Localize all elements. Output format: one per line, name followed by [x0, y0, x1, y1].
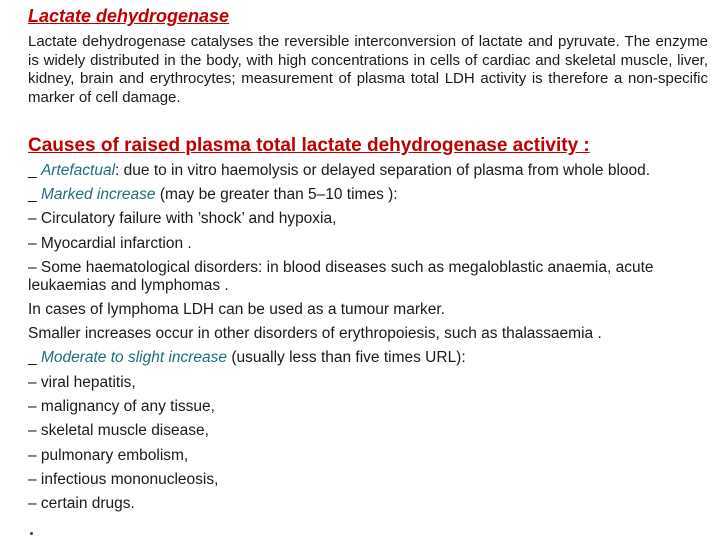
artefactual-label: Artefactual	[40, 162, 116, 179]
marked-increase-item	[28, 186, 708, 210]
list-item: – malignancy of any tissue,	[28, 398, 215, 416]
marked-text: (may be greater than 5–10 times ):	[155, 186, 398, 203]
intro-paragraph: Lactate dehydrogenase catalyses the reversible interconversion of lactate and pyruvate. The enzyme is widely distributed in the body, with high concentrations in cells of cardiac and skeletal muscle, liver, kidney, brain and erythrocytes; measurement of plasma total LDH activity is therefore a non-specific marker of cell damage.	[28, 33, 708, 106]
artefactual-prefix: _	[28, 162, 41, 179]
list-item: – viral hepatitis,	[28, 373, 136, 391]
moderate-prefix: _	[28, 349, 41, 367]
marked-prefix: _	[28, 186, 41, 203]
list-item: – pulmonary embolism,	[28, 446, 189, 464]
trailing-bullet-mark	[30, 532, 33, 535]
moderate-label: Moderate to slight increase	[40, 349, 228, 367]
causes-list	[28, 162, 708, 520]
list-item: – Circulatory failure with ’shock’ and hypoxia,	[28, 210, 337, 228]
artefactual-text: : due to in vitro haemolysis or delayed separation of plasma from whole blood.	[115, 162, 651, 179]
causes-heading: Causes of raised plasma total lactate dehydrogenase activity :	[28, 135, 590, 156]
marked-label: Marked increase	[40, 186, 156, 203]
list-item: – skeletal muscle disease,	[28, 422, 209, 440]
list-item: – infectious mononucleosis,	[28, 470, 219, 488]
moderate-text: (usually less than five times URL):	[227, 349, 466, 367]
artefactual-item	[28, 162, 708, 180]
smaller-increase-note: Smaller increases occur in other disorders of erythropoiesis, such as thalassaemia .	[28, 325, 602, 343]
list-item: – Myocardial infarction .	[28, 234, 192, 252]
list-item: – Some haematological disorders: in blood diseases such as megaloblastic anaemia, acute leukaemias and lymphomas .	[28, 258, 654, 294]
page-title: Lactate dehydrogenase	[28, 6, 230, 26]
moderate-increase-item	[28, 349, 708, 373]
list-item: – certain drugs.	[28, 495, 135, 513]
lymphoma-note: In cases of lymphoma LDH can be used as a tumour marker.	[28, 300, 445, 318]
